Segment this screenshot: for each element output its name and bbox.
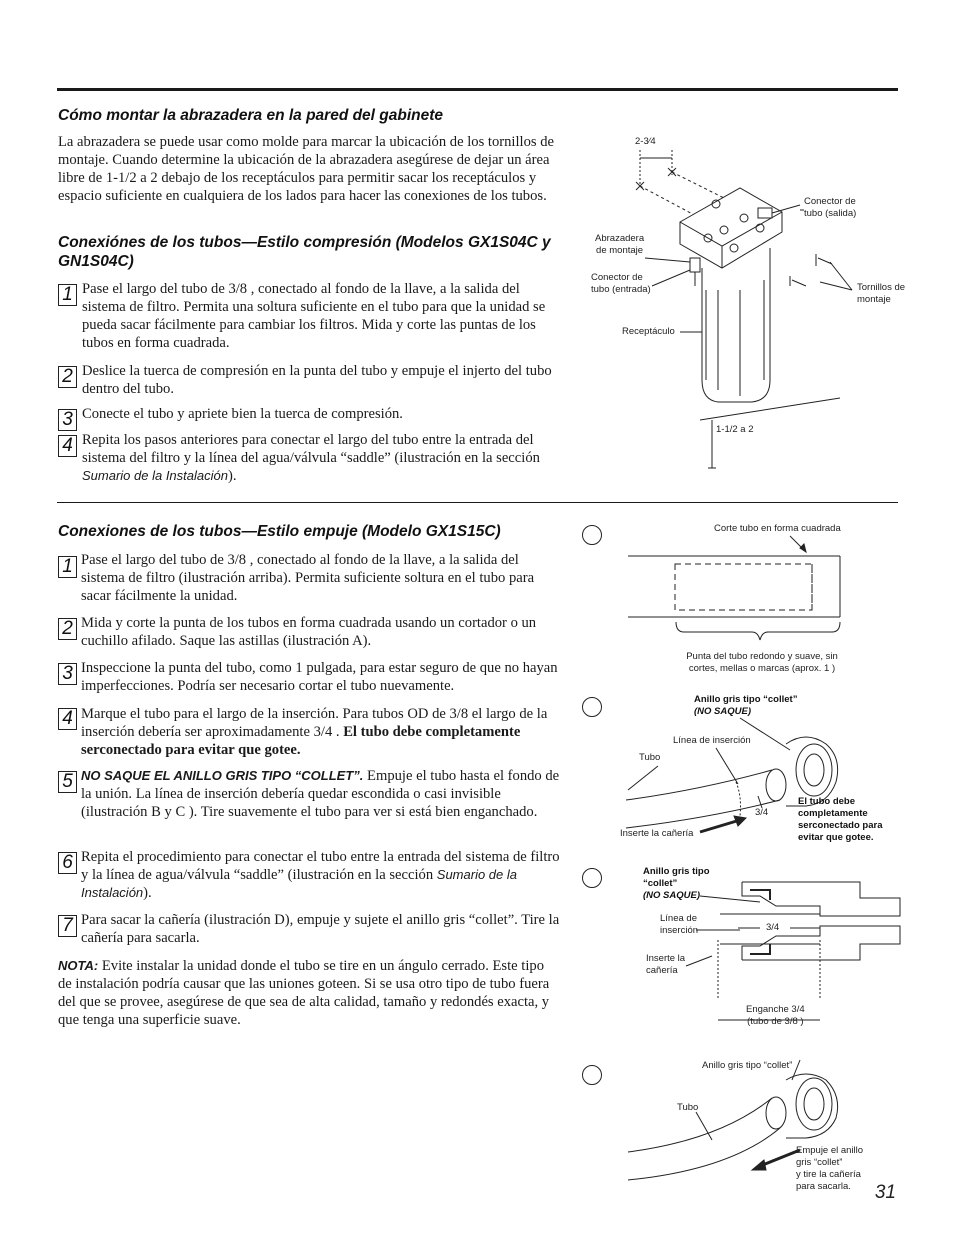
step-number: 3 [58, 663, 77, 685]
label-line: serconectado para [798, 820, 883, 831]
step-number: 7 [58, 915, 77, 937]
step-text: Deslice la tuerca de compresión en la punta del tubo y empuje el injerto del tubo dentro del tubo. [82, 363, 552, 397]
label-line: Inserte la [646, 953, 686, 964]
fig-d-tube-label: Tubo [677, 1102, 699, 1113]
step-text: Mida y corte la punta de los tubos en forma cuadrada usando un cortador o un cuchillo afilado. Saque las astillas (ilustración A). [81, 615, 537, 649]
inlet-connector-label [591, 272, 651, 296]
step-text-lead: NO SAQUE EL ANILLO GRIS TIPO “COLLET”. [81, 768, 364, 783]
label-line: y tire la cañería [796, 1169, 861, 1180]
label-line: (NO SAQUE) [643, 890, 700, 901]
fig-b-tube-label: Tubo [639, 752, 661, 763]
step-text-main: Empuje el tubo hasta el fondo de la unión. La línea de inserción debería quedar escondida o casi invisible (ilustración B y C ). Tire suavemente el tubo para ver si está bien enganchado. [81, 768, 560, 820]
label-line: cortes, mellas o marcas (aprox. 1 ) [688, 663, 836, 674]
label-line: tubo (salida) [804, 208, 857, 219]
label-line: tubo (entrada) [591, 284, 651, 295]
note-lead: NOTA: [58, 958, 99, 973]
fig-d-push-label [796, 1145, 863, 1193]
mount-paragraph: La abrazadera se puede usar como molde para marcar la ubicación de los tornillos de montaje. Cuando determine la ubicación de la abrazadera asegúrese de dejar un área libre de 1-1/2 a 2 debajo de los receptáculos para permitir sacar los receptáculos y espacio suficiente en cualquiera de los lados para hacer las conexiones de los tubos. [58, 134, 554, 204]
step-number: 4 [58, 435, 77, 457]
fig-b-collet-label [694, 694, 797, 718]
fig-b-warning [798, 796, 882, 844]
step-number: 5 [58, 771, 77, 793]
label-line: Punta del tubo redondo y suave, sin [686, 651, 838, 662]
step-text: Para sacar la cañería (ilustración D), empuje y sujete el anillo gris “collet”. Tire la cañería para sacarla. [81, 912, 560, 946]
label-line: montaje [857, 294, 891, 305]
label-line: Abrazadera [595, 233, 645, 244]
step-number: 1 [58, 556, 77, 578]
label-line: Conector de [591, 272, 643, 283]
label-line: cañería [646, 965, 678, 976]
label-line: Enganche 3/4 [746, 1004, 805, 1015]
page-number: 31 [874, 1182, 896, 1203]
fig-c-engage-label [746, 1004, 805, 1028]
dim-top-label: 2-3⁄4 [635, 136, 656, 147]
step-number: 3 [58, 409, 77, 431]
fig-d-collet-label: Anillo gris tipo “collet” [702, 1060, 793, 1071]
step-text-main: Repita los pasos anteriores para conectar el largo del tubo entre la entrada del sistema del filtro y la línea del agua/válvula “saddle” (ilustración en la sección [82, 432, 540, 466]
label-line: (NO SAQUE) [694, 706, 751, 717]
label-line: de montaje [596, 245, 644, 256]
screws-label [857, 282, 905, 306]
label-line: Línea de [660, 913, 697, 924]
label-line: Tornillos de [857, 282, 906, 293]
step-text-italic: Sumario de la Instalación [81, 867, 517, 900]
label-line: Empuje el anillo [796, 1145, 864, 1156]
dim-bottom-label: 1-1/2 a 2 [716, 424, 754, 435]
figure-a-marker [582, 525, 602, 545]
fig-c-dim-label: 3/4 [766, 922, 780, 933]
step-text-bold: El tubo debe completamente serconectado para evitar que gotee. [81, 724, 521, 758]
fig-a-cut-label: Corte tubo en forma cuadrada [714, 523, 841, 534]
housing-label: Receptáculo [622, 326, 675, 337]
label-line: Anillo gris tipo [643, 866, 710, 877]
step-text: Pase el largo del tubo de 3/8 , conectado al fondo de la llave, a la salida del sistema de filtro (ilustración arriba). Permita suficiente soltura en el tubo para sacar fácilmente la unidad. [81, 552, 535, 604]
fig-b-dim-label: 3/4 [755, 807, 769, 818]
bracket-label [595, 233, 644, 257]
step-number: 2 [58, 618, 77, 640]
label-line: para sacarla. [796, 1181, 851, 1192]
label-line: Anillo gris tipo “collet” [694, 694, 798, 705]
label-line: Conector de [804, 196, 856, 207]
section-heading-compression: Conexiónes de los tubos—Estilo compresión (Modelos GX1S04C y GN1S04C) [58, 234, 551, 270]
label-line: completamente [798, 808, 868, 819]
fig-c-collet-label [643, 866, 710, 902]
step-text-after: ). [227, 468, 237, 484]
label-line: “collet” [643, 878, 678, 889]
label-line: El tubo debe [798, 796, 855, 807]
label-line: inserción [660, 925, 699, 936]
fig-a-caption [682, 651, 842, 675]
figure-b-marker [582, 697, 602, 717]
note-text: Evite instalar la unidad donde el tubo se tire en un ángulo cerrado. Este tipo de instalación podría causar que las uniones goteen. Si se usa otro tipo de tubo fuera del que se provee, asegúrese de que sea de alta calidad, tamaño y redondés exacta, y que tenga una superficie suave. [58, 958, 550, 1028]
section-heading-push: Conexiones de los tubos—Estilo empuje (Modelo GX1S15C) [58, 523, 501, 540]
label-line: (tubo de 3/8 ) [747, 1016, 804, 1027]
step-text: Conecte el tubo y apriete bien la tuerca de compresión. [82, 406, 403, 422]
fig-b-insertion-line-label: Línea de inserción [673, 735, 751, 746]
label-line: gris “collet” [796, 1157, 843, 1168]
step-number: 4 [58, 708, 77, 730]
outlet-connector-label [804, 196, 856, 220]
fig-b-insert-label: Inserte la cañería [620, 828, 694, 839]
fig-c-insert-label [646, 953, 685, 977]
fig-c-insertion-line-label [660, 913, 698, 937]
step-text-after: ). [143, 885, 152, 901]
step-text-italic: Sumario de la Instalación [82, 468, 228, 483]
step-number: 1 [58, 284, 77, 306]
figure-d-marker [582, 1065, 602, 1085]
step-number: 6 [58, 852, 77, 874]
figure-c-marker [582, 868, 602, 888]
step-text-main: Marque el tubo para el largo de la inserción. Para tubos OD de 3/8 el largo de la inserción debería ser aproximadamente 3/4 . [81, 706, 548, 740]
label-line: evitar que gotee. [798, 832, 874, 843]
section-heading-mount: Cómo montar la abrazadera en la pared del gabinete [58, 107, 444, 124]
step-number: 2 [58, 366, 77, 388]
step-text: Inspeccione la punta del tubo, como 1 pulgada, para estar seguro de que no hayan imperfecciones. Podría ser necesario cortar el tubo nuevamente. [81, 660, 558, 694]
step-text: Pase el largo del tubo de 3/8 , conectado al fondo de la llave, a la salida del sistema de filtro. Permita una soltura suficiente en el tubo para que la unidad se pueda sacar fácilmente para cambiar los filtros. Mida y corte las puntas de los tubos en forma cuadrada. [82, 281, 546, 351]
step-text-main: Repita el procedimiento para conectar el tubo entre la entrada del sistema de filtro y la línea de agua/válvula “saddle” (ilustración en la sección [81, 849, 560, 883]
